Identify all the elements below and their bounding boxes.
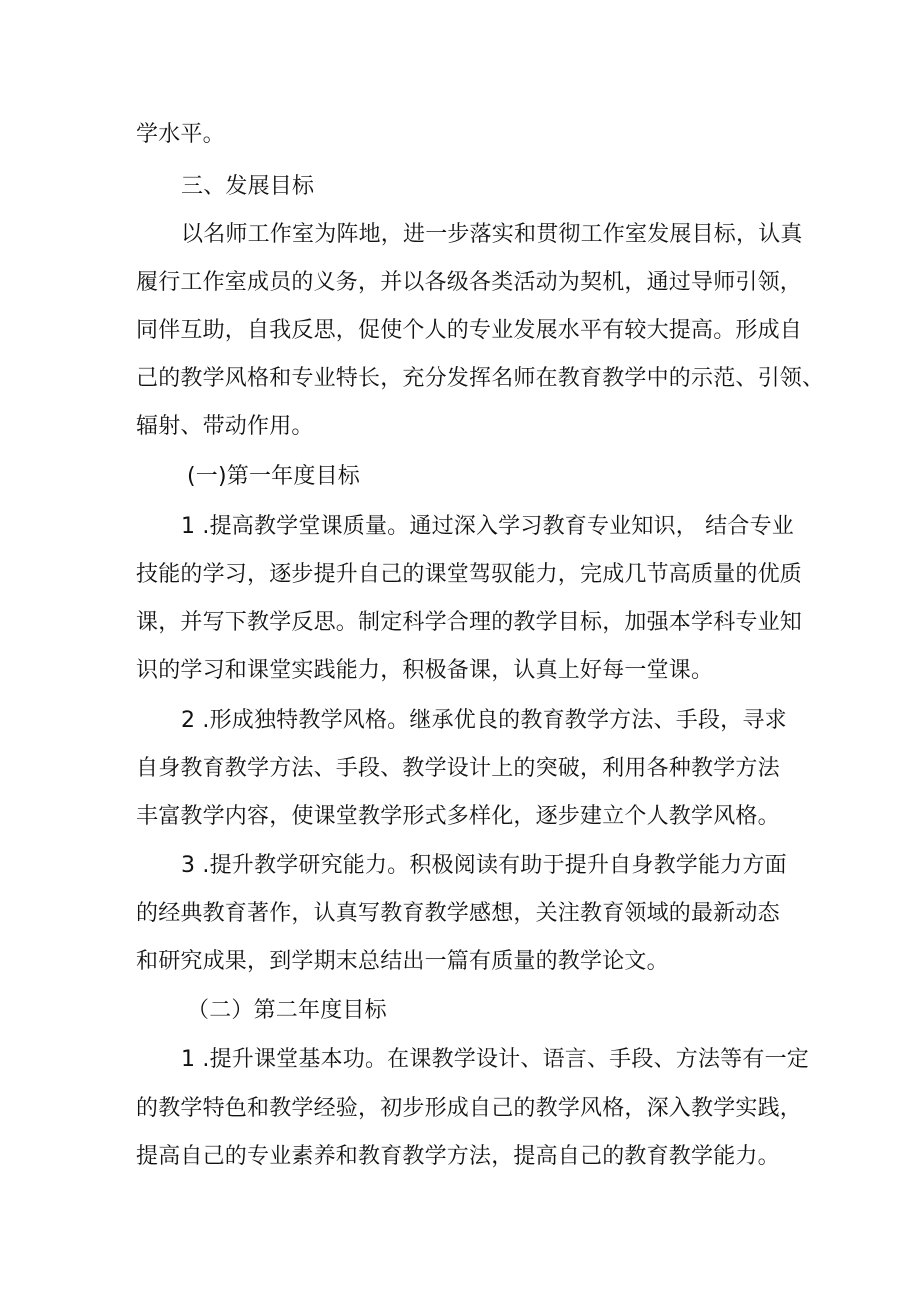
text-line-14: 自身教育教学方法、手段、教学设计上的突破，利用各种教学方法 <box>136 756 780 781</box>
subheading-first-year-goals: (一)第一年度目标 <box>187 464 360 489</box>
text-line-4: 履行工作室成员的义务，并以各级各类活动为契机，通过导师引领， <box>136 270 803 295</box>
text-line-10: 技能的学习，逐步提升自己的课堂驾驭能力，完成几节高质量的优质 <box>136 562 803 587</box>
subheading-second-year-goals: （二）第二年度目标 <box>187 998 387 1023</box>
text-line-21: 的教学特色和教学经验，初步形成自己的教学风格，深入教学实践， <box>136 1096 803 1121</box>
text-line-17: 的经典教育著作，认真写教育教学感想，关注教育领域的最新动态 <box>136 901 780 926</box>
text-line-12: 识的学习和课堂实践能力，积极备课，认真上好每一堂课。 <box>136 658 714 683</box>
text-line-11: 课，并写下教学反思。制定科学合理的教学目标，加强本学科专业知 <box>136 610 803 635</box>
text-line-6: 己的教学风格和专业特长，充分发挥名师在教育教学中的示范、引领、 <box>136 366 825 391</box>
text-line-9: 1 .提高教学堂课质量。通过深入学习教育专业知识， 结合专业 <box>181 514 794 539</box>
text-line-13: 2 .形成独特教学风格。继承优良的教育教学方法、手段，寻求 <box>181 708 787 733</box>
text-line-18: 和研究成果，到学期末总结出一篇有质量的教学论文。 <box>136 949 669 974</box>
text-line-20: 1 .提升课堂基本功。在课教学设计、语言、手段、方法等有一定 <box>181 1047 809 1072</box>
text-line-15: 丰富教学内容，使课堂教学形式多样化，逐步建立个人教学风格。 <box>136 804 780 829</box>
text-line-5: 同伴互助，自我反思，促使个人的专业发展水平有较大提高。形成自 <box>136 318 803 343</box>
section-heading-development-goals: 三、发展目标 <box>181 174 315 199</box>
text-line-16: 3 .提升教学研究能力。积极阅读有助于提升自身教学能力方面 <box>181 853 787 878</box>
text-line-1: 学水平。 <box>136 122 225 147</box>
text-line-7: 辐射、带动作用。 <box>136 414 314 439</box>
text-line-22: 提高自己的专业素养和教育教学方法，提高自己的教育教学能力。 <box>136 1144 780 1169</box>
text-line-3: 以名师工作室为阵地，进一步落实和贯彻工作室发展目标，认真 <box>181 222 803 247</box>
